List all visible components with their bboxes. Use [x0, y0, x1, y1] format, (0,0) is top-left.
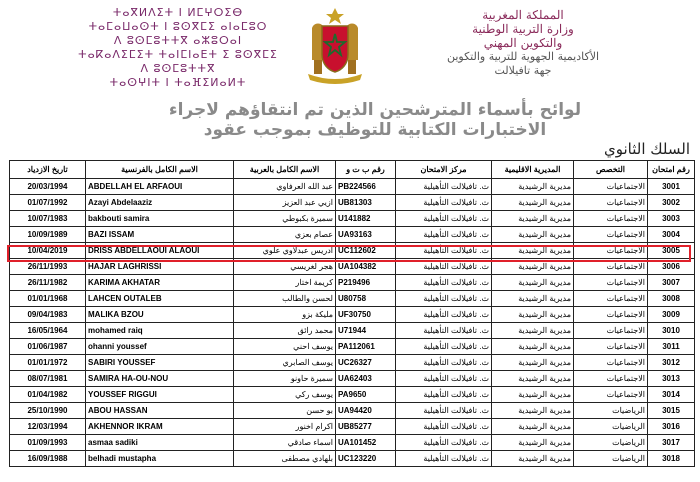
header-name-fr: الاسم الكامل بالفرنسية — [86, 161, 234, 179]
table-body — [10, 179, 695, 467]
table-row: 16/05/1964 mohamed raiq محمد رائق U71944 ث. تافيلالت التأهيلية مديرية الرشيدية الاجتماعيات 3010 — [10, 323, 695, 339]
cycle-label: السلك الثانوي — [604, 140, 690, 158]
table-row: 01/06/1987 ohanni youssef يوسف احني PA112061 ث. تافيلالت التأهيلية مديرية الرشيدية الاجتماعيات 3011 — [10, 339, 695, 355]
table-row: 01/01/1968 LAHCEN OUTALEB لحسن والطالب U80758 ث. تافيلالت التأهيلية مديرية الرشيدية الاجتماعيات 3008 — [10, 291, 695, 307]
header-name-ar: الاسم الكامل بالعربية — [234, 161, 336, 179]
table-row: 20/03/1994 ABDELLAH EL ARFAOUI عبد الله العرفاوي PB224566 ث. تافيلالت التأهيلية مديرية الرشيدية الاجتماعيات 3001 — [10, 179, 695, 195]
table-row: 08/07/1981 SAMIRA HA-OU-NOU سميرة حاونو UA62403 ث. تافيلالت التأهيلية مديرية الرشيدية الاجتماعيات 3013 — [10, 371, 695, 387]
header-exam-no: رقم امتحان — [648, 161, 695, 179]
table-row: 10/09/1989 BAZI ISSAM عصام بعزي UA93163 ث. تافيلالت التأهيلية مديرية الرشيدية الاجتماعيات 3004 — [10, 227, 695, 243]
header-specialty: التخصص — [574, 161, 648, 179]
table-row-highlighted: 10/04/2019 DRISS ABDELLAOUI ALAOUI ادريس عبدلاوي علوي UC112602 ث. تافيلالت التأهيلية مديرية الرشيدية الاجتماعيات 3005 — [10, 243, 695, 259]
table-row: 26/11/1982 KARIMA AKHATAR كريمة اختار P219496 ث. تافيلالت التأهيلية مديرية الرشيدية الاجتماعيات 3007 — [10, 275, 695, 291]
header-date: تاريخ الازدياد — [10, 161, 86, 179]
document-header — [0, 0, 700, 96]
table-row: 09/04/1983 MALIKA BZOU مليكة بزو UF30750 ث. تافيلالت التأهيلية مديرية الرشيدية الاجتماعيات 3009 — [10, 307, 695, 323]
table-row: 26/11/1993 HAJAR LAGHRISSI هجر لغريسي UA104382 ث. تافيلالت التأهيلية مديرية الرشيدية الاجتماعيات 3006 — [10, 259, 695, 275]
ministry-header: المملكة المغربية وزارة التربية الوطنية والتكوين المهني الأكاديمية الجهوية للتربية والتكوين جهة تافيلالت — [446, 8, 600, 77]
table-row: 25/10/1990 ABOU HASSAN بو حسن UA94420 ث. تافيلالت التأهيلية مديرية الرشيدية الرياضيات 3015 — [10, 403, 695, 419]
table-row: 01/07/1992 Azayi Abdelaaziz ازيي عبد العزيز UB81303 ث. تافيلالت التأهيلية مديرية الرشيدية الاجتماعيات 3002 — [10, 195, 695, 211]
header-cin: رقم ب ت و — [336, 161, 396, 179]
coat-of-arms-icon — [302, 4, 368, 86]
table-header-row — [10, 161, 695, 179]
candidates-table — [9, 160, 695, 467]
table-row: 10/07/1983 bakbouti samira سميرة بكبوطي U141882 ث. تافيلالت التأهيلية مديرية الرشيدية الاجتماعيات 3003 — [10, 211, 695, 227]
table-row: 12/03/1994 AKHENNOR IKRAM اكرام اخنور UB85277 ث. تافيلالت التأهيلية مديرية الرشيدية الرياضيات 3016 — [10, 419, 695, 435]
table-row: 16/09/1988 belhadi mustapha بلهادي مصطفى UC123220 ث. تافيلالت التأهيلية مديرية الرشيدية الرياضيات 3018 — [10, 451, 695, 467]
table-row: 01/01/1972 SABIRI YOUSSEF يوسف الصابري UC26327 ث. تافيلالت التأهيلية مديرية الرشيدية الاجتماعيات 3012 — [10, 355, 695, 371]
tifinagh-header: ⵜⴰⴳⵍⴷⵉⵜ ⵏ ⵍⵎⵖⵔⵉⴱ ⵜⴰⵎⴰⵡⴰⵙⵜ ⵏ ⵓⵙⴳⵎⵉ ⴰⵏⴰⵎⵓⵔ ⴷ ⵓⵙⵎⵓⵜⵜⴳ ⴰⵣⵓⵔⴰⵏ ⵜⴰⴽⴰⴷⵉⵎⵉⵜ ⵜⴰⵏⵎⵏⴰⴹⵜ ⵉ ⵓⵙⴳⵎⵉ ⴷ ⵓⵙⵎⵓⵜⵜⴳ ⵜⴰⵙⵖⵏⵜ ⵏ ⵜⴰⴼⵉⵍⴰⵍⵜ — [78, 6, 278, 89]
page-title: لوائح بأسماء المترشحين الذين تم انتقاؤهم لاجراء الاختبارات الكتابية للتوظيف بموجب عقود — [168, 100, 582, 140]
table-row: 01/09/1993 asmaa sadiki اسماء صادقي UA101452 ث. تافيلالت التأهيلية مديرية الرشيدية الرياضيات 3017 — [10, 435, 695, 451]
header-directorate: المديرية الاقليمية — [492, 161, 574, 179]
header-center: مركز الامتحان — [396, 161, 492, 179]
table-row: 01/04/1982 YOUSSEF RIGGUI يوسف ركي PA9650 ث. تافيلالت التأهيلية مديرية الرشيدية الاجتماعيات 3014 — [10, 387, 695, 403]
